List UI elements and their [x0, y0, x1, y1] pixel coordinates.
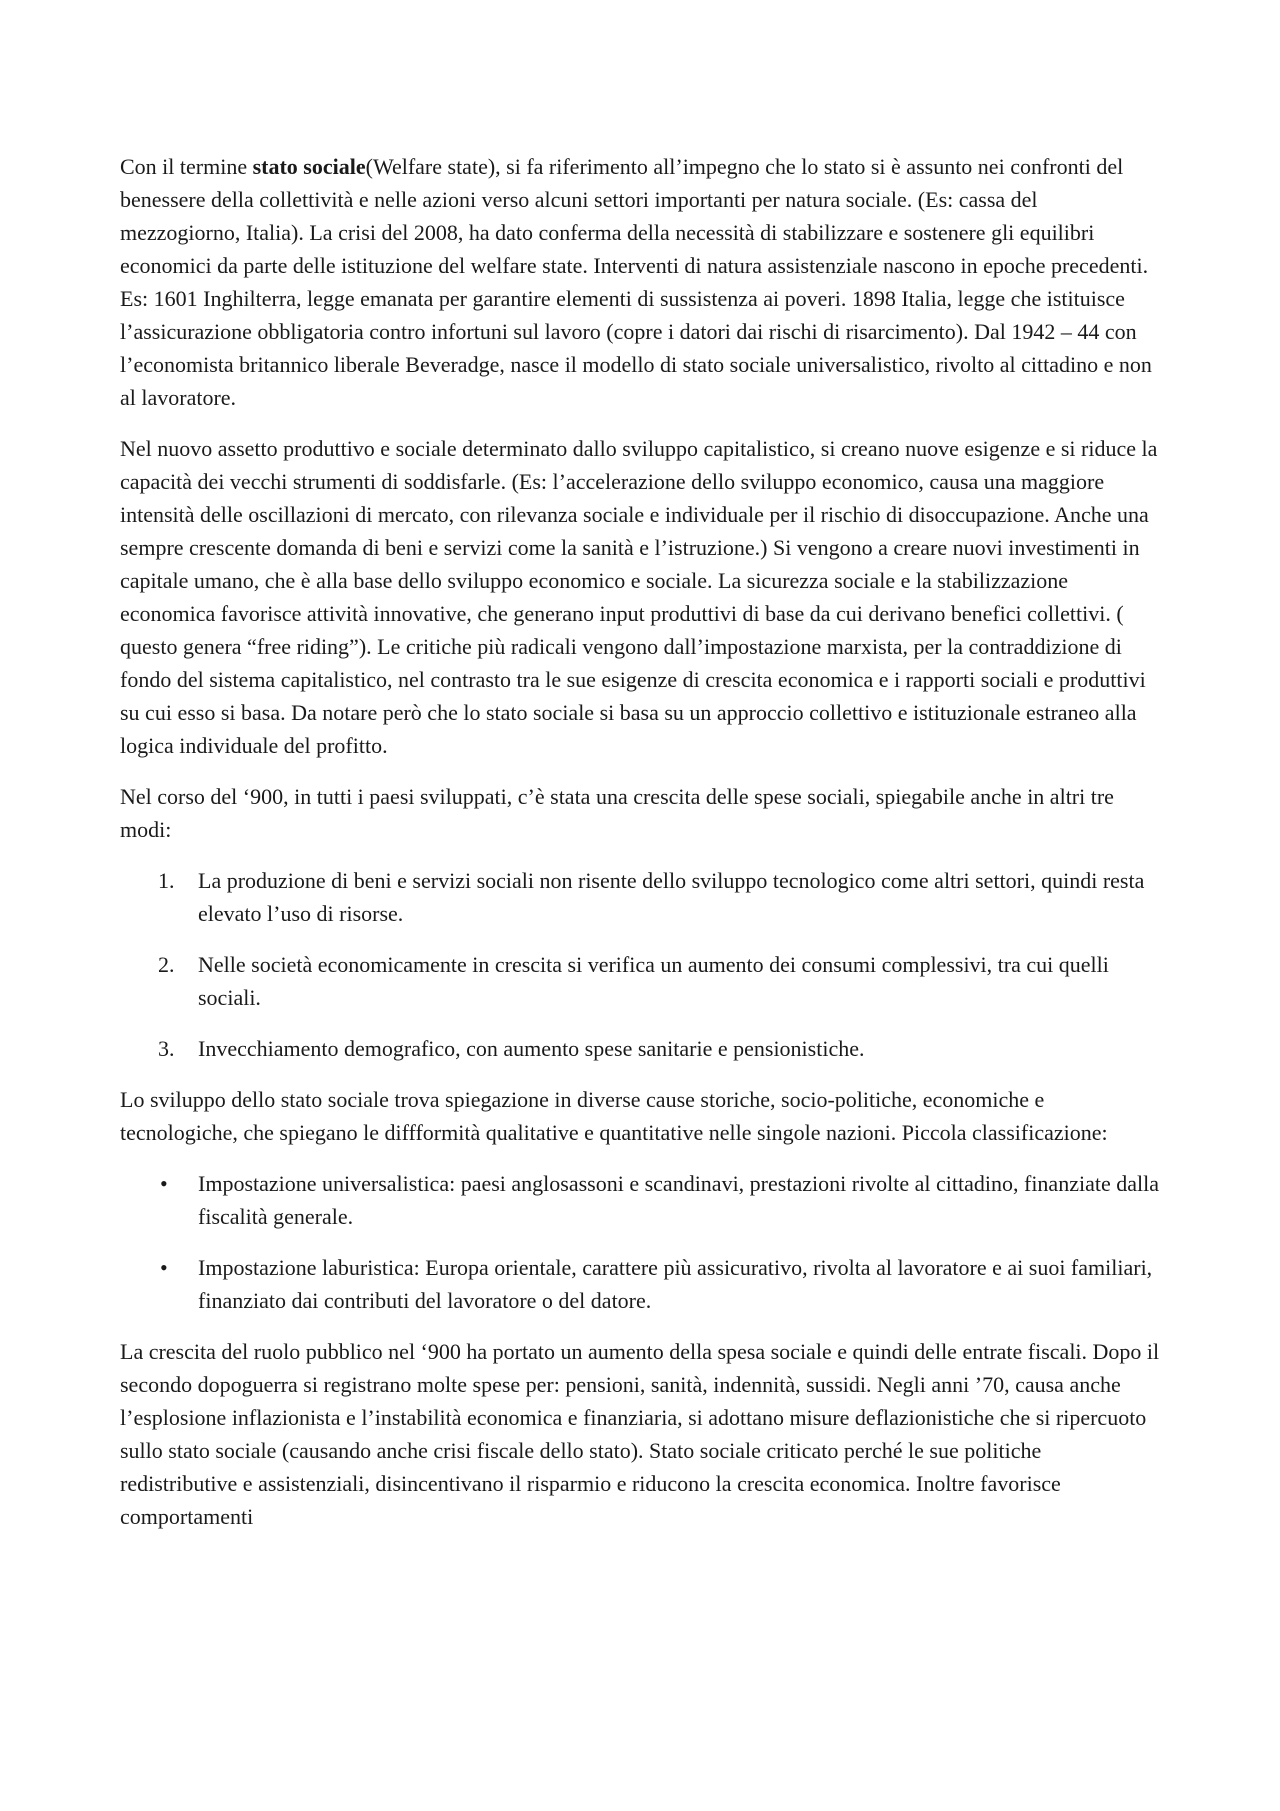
bullet-icon: • [160, 1255, 168, 1280]
list-item-text: Invecchiamento demografico, con aumento spese sanitarie e pensionistiche. [198, 1036, 865, 1061]
bullet-icon: • [160, 1171, 168, 1196]
list-item [120, 948, 1160, 1014]
list-item-text: La produzione di beni e servizi sociali non risente dello sviluppo tecnologico come altri settori, quindi resta elevato l’uso di risorse. [198, 868, 1145, 926]
list-number: 3. [158, 1036, 175, 1061]
list-number: 1. [158, 868, 175, 893]
list-item-text: Impostazione universalistica: paesi anglosassoni e scandinavi, prestazioni rivolte al cittadino, finanziate dalla fiscalità generale. [198, 1171, 1159, 1229]
intro-text-after: (Welfare state), si fa riferimento all’impegno che lo stato si è assunto nei confronti del benessere della collettività e nelle azioni verso alcuni settori importanti per natura sociale. (Es: cassa del mezzogiorno, Italia). La crisi del 2008, ha dato conferma della necessità di stabilizzare e sostenere gli equilibri economici da parte delle istituzione del welfare state. Interventi di natura assistenziale nascono in epoche precedenti. Es: 1601 Inghilterra, legge emanata per garantire elementi di sussistenza ai poveri. 1898 Italia, legge che istituisce l’assicurazione obbligatoria contro infortuni sul lavoro (copre i datori dai rischi di risarcimento). Dal 1942 – 44 con l’economista britannico liberale Beveradge, nasce il modello di stato sociale universalistico, rivolto al cittadino e non al lavoratore. [120, 154, 1152, 410]
list-item [120, 1167, 1160, 1233]
list-number: 2. [158, 952, 175, 977]
bullet-list [120, 1167, 1160, 1317]
paragraph-development: Nel nuovo assetto produttivo e sociale determinato dallo sviluppo capitalistico, si creano nuove esigenze e si riduce la capacità dei vecchi strumenti di soddisfarle. (Es: l’accelerazione dello sviluppo economico, causa una maggiore intensità delle oscillazioni di mercato, con rilevanza sociale e individuale per il rischio di disoccupazione. Anche una sempre crescente domanda di beni e servizi come la sanità e l’istruzione.) Si vengono a creare nuovi investimenti in capitale umano, che è alla base dello sviluppo economico e sociale. La sicurezza sociale e la stabilizzazione economica favorisce attività innovative, che generano input produttivi di base da cui derivano benefici collettivi. ( questo genera “free riding”). Le critiche più radicali vengono dall’impostazione marxista, per la contraddizione di fondo del sistema capitalistico, nel contrasto tra le sue esigenze di crescita economica e i rapporti sociali e produttivi su cui esso si basa. Da notare però che lo stato sociale si basa su un approccio collettivo e istituzionale estraneo alla logica individuale del profitto. [120, 436, 1158, 758]
list-item [120, 864, 1160, 930]
list-item [120, 1251, 1160, 1317]
list-item [120, 1032, 1160, 1065]
intro-text-before: Con il termine [120, 154, 253, 179]
numbered-list [120, 864, 1160, 1065]
list-item-text: Impostazione laburistica: Europa orientale, carattere più assicurativo, rivolta al lavoratore e ai suoi familiari, finanziato dai contributi del lavoratore o del datore. [198, 1255, 1153, 1313]
list-item-text: Nelle società economicamente in crescita si verifica un aumento dei consumi complessivi, tra cui quelli sociali. [198, 952, 1109, 1010]
paragraph-public-role: La crescita del ruolo pubblico nel ‘900 ha portato un aumento della spesa sociale e quindi delle entrate fiscali. Dopo il secondo dopoguerra si registrano molte spese per: pensioni, sanità, indennità, sussidi. Negli anni ’70, causa anche l’esplosione inflazionista e l’instabilità economica e finanziaria, si adottano misure deflazionistiche che si ripercuoto sullo stato sociale (causando anche crisi fiscale dello stato). Stato sociale criticato perché le sue politiche redistributive e assistenziali, disincentivano il risparmio e riducono la crescita economica. Inoltre favorisce comportamenti [120, 1339, 1160, 1529]
paragraph-spending-intro: Nel corso del ‘900, in tutti i paesi sviluppati, c’è stata una crescita delle spese sociali, spiegabile anche in altri tre modi: [120, 784, 1114, 842]
intro-bold-term: stato sociale [252, 154, 366, 179]
paragraph-intro [120, 150, 1160, 414]
paragraph-classification: Lo sviluppo dello stato sociale trova spiegazione in diverse cause storiche, socio-politiche, economiche e tecnologiche, che spiegano le diffformità qualitative e quantitative nelle singole nazioni. Piccola classificazione: [120, 1087, 1108, 1145]
